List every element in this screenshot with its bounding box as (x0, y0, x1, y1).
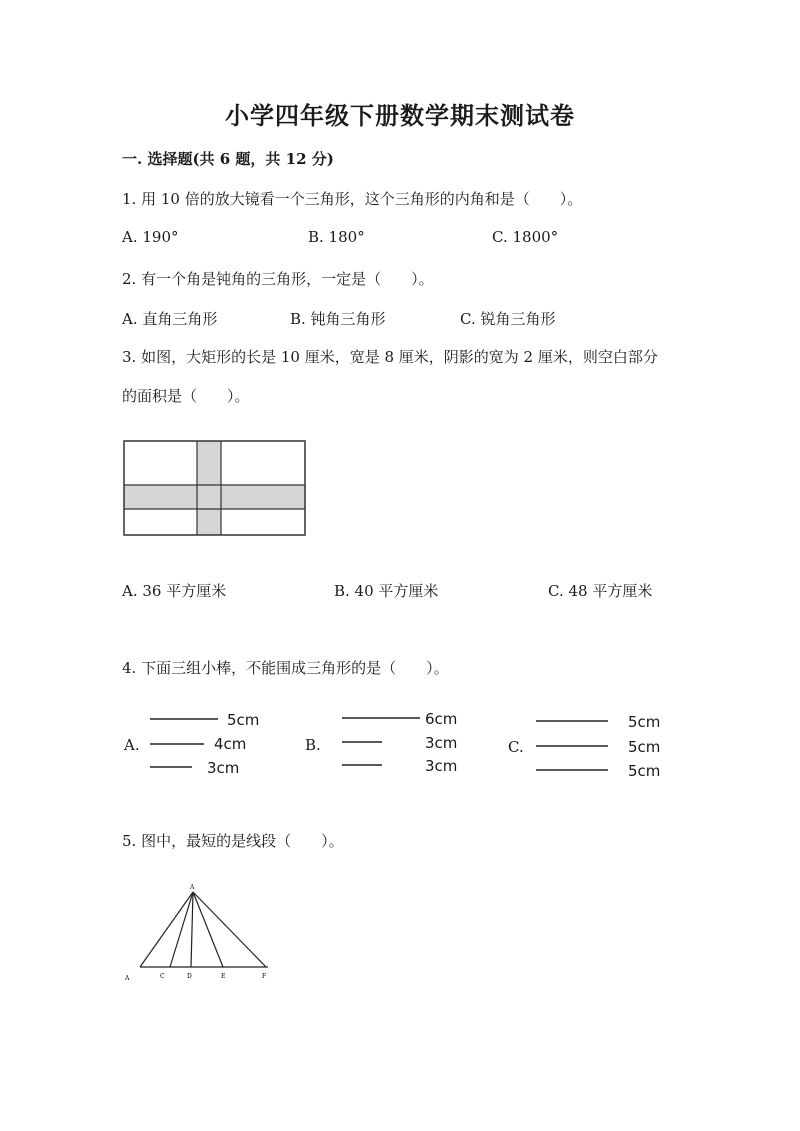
q3-shade-horizontal (124, 485, 305, 509)
q2-option-c[interactable]: C. 锐角三角形 (460, 310, 556, 328)
q3-option-c[interactable]: C. 48 平方厘米 (548, 582, 653, 600)
q4-b-len-2: 3cm (425, 734, 458, 752)
q5-label-a: A (125, 975, 130, 982)
q4-b-len-1: 6cm (425, 710, 458, 728)
question-1-stem: 1. 用 10 倍的放大镜看一个三角形，这个三角形的内角和是（ ）。 (122, 190, 583, 208)
q1-option-c[interactable]: C. 1800° (492, 228, 559, 246)
q4-group-b-sticks (340, 710, 430, 780)
q5-label-e: E (221, 973, 226, 980)
question-3-stem-line1: 3. 如图，大矩形的长是 10 厘米，宽是 8 厘米，阴影的宽为 2 厘米，则空白部分 (122, 348, 658, 366)
q3-option-a[interactable]: A. 36 平方厘米 (122, 582, 227, 600)
q5-label-apex: A (190, 884, 195, 891)
q4-c-len-3: 5cm (628, 762, 661, 780)
question-5-stem: 5. 图中，最短的是线段（ ）。 (122, 832, 344, 850)
question-3-stem-line2: 的面积是（ ）。 (122, 387, 250, 405)
q4-group-b-label[interactable]: B. (305, 736, 321, 754)
q4-a-len-2: 4cm (214, 735, 247, 753)
q5-segment-ae (193, 892, 223, 967)
q5-segment-ad (191, 892, 193, 967)
question-4-stem: 4. 下面三组小棒，不能围成三角形的是（ ）。 (122, 659, 449, 677)
q3-rectangle-figure (123, 440, 307, 536)
q2-option-a[interactable]: A. 直角三角形 (122, 310, 218, 328)
q4-b-len-3: 3cm (425, 757, 458, 775)
q4-group-c-sticks (534, 712, 624, 782)
q4-group-c-label[interactable]: C. (508, 738, 524, 756)
q5-segment-aa (140, 892, 193, 967)
q5-label-c: C (160, 973, 165, 980)
q4-group-a-label[interactable]: A. (124, 736, 140, 754)
q5-label-d: D (187, 973, 192, 980)
q5-label-f: F (262, 973, 267, 980)
q5-triangle-figure (120, 880, 280, 990)
q1-option-a[interactable]: A. 190° (122, 228, 179, 246)
q4-a-len-1: 5cm (227, 711, 260, 729)
q2-option-b[interactable]: B. 钝角三角形 (290, 310, 386, 328)
section-heading: 一. 选择题(共 6 题，共 12 分) (122, 150, 334, 168)
q1-option-b[interactable]: B. 180° (308, 228, 365, 246)
q4-c-len-1: 5cm (628, 713, 661, 731)
question-2-stem: 2. 有一个角是钝角的三角形，一定是（ ）。 (122, 270, 434, 288)
q5-segment-af (193, 892, 266, 967)
q5-segment-ac (170, 892, 193, 967)
page-title: 小学四年级下册数学期末测试卷 (225, 101, 575, 130)
q3-option-b[interactable]: B. 40 平方厘米 (334, 582, 439, 600)
q4-a-len-3: 3cm (207, 759, 240, 777)
q4-c-len-2: 5cm (628, 738, 661, 756)
